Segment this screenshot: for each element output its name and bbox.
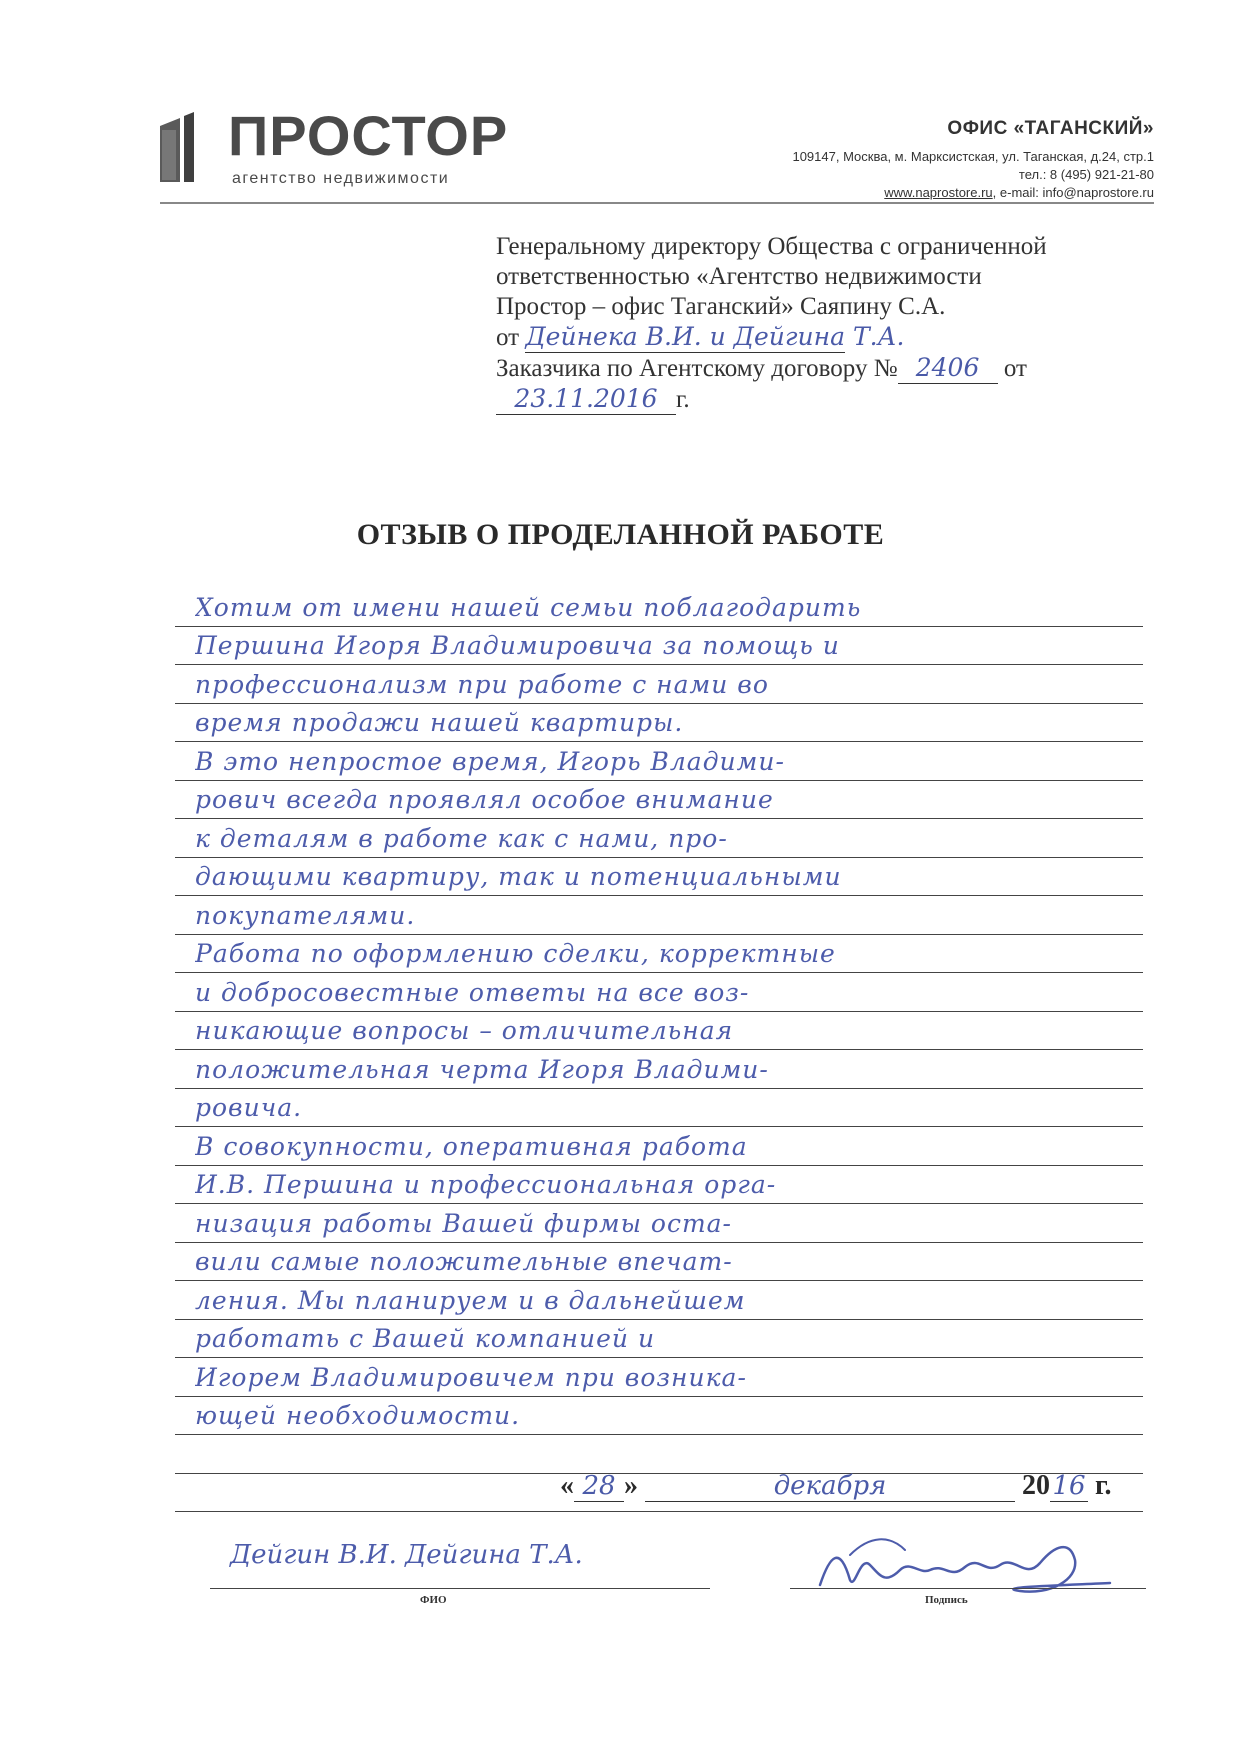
office-email: , e-mail: info@naprostore.ru [992,185,1154,200]
review-text: Хотим от имени нашей семьи поблагодарить [195,592,862,622]
review-line [175,819,1143,858]
date-row [560,1470,1112,1502]
review-text: и добросовестные ответы на все воз- [195,977,750,1007]
review-line [175,742,1143,781]
date-close-quote: » [624,1470,638,1501]
review-text: покупателями. [195,900,416,930]
review-text: время продажи нашей квартиры. [195,708,684,737]
review-area [175,588,1143,1512]
review-text: низация работы Вашей фирмы оста- [195,1208,733,1238]
review-text: ющей необходимости. [195,1401,521,1430]
logo-icon [160,112,216,182]
review-text: Работа по оформлению сделки, корректные [195,939,836,968]
date-open-quote: « [560,1470,574,1501]
fio-label: ФИО [420,1594,447,1606]
signature-label: Подпись [925,1594,968,1606]
logo-wordmark: ПРОСТОР [228,104,509,167]
page-title: ОТЗЫВ О ПРОДЕЛАННОЙ РАБОТЕ [356,518,885,551]
review-line [175,1204,1143,1243]
review-text: работать с Вашей компанией и [195,1324,656,1353]
contract-date-row [496,384,1047,415]
date-year-prefix: 20 [1022,1470,1050,1501]
signature-line [790,1588,1146,1589]
review-text: профессионализм при работе с нами во [195,669,769,699]
logo-subtitle: агентство недвижимости [232,170,450,187]
review-text: никающие вопросы – отличительная [195,1016,734,1045]
contract-label: Заказчика по Агентскому договору № [496,355,898,382]
header-divider [160,202,1154,204]
addressee-block [496,232,1047,415]
review-text: ровича. [195,1093,303,1122]
review-line [175,665,1143,704]
review-text: рович всегда проявлял особое внимание [195,785,774,814]
contract-date: 23.11.2016 [496,384,676,415]
from-label: от [496,324,520,351]
review-line [175,973,1143,1012]
office-address: 109147, Москва, м. Марксистская, ул. Таганская, д.24, стр.1 [792,149,1154,164]
fio-value: Дейгин В.И. Дейгина Т.А. [230,1540,583,1570]
addressee-line-2: ответственностью «Агентство недвижимости [496,263,982,290]
review-line [175,704,1143,743]
review-line [175,896,1143,935]
review-line [175,1243,1143,1282]
review-text: В это непростое время, Игорь Владими- [195,746,785,776]
fio-line [210,1588,710,1589]
review-text: положительная черта Игоря Владими- [195,1054,769,1084]
review-line [175,858,1143,897]
review-line [175,1435,1143,1474]
review-line [175,1166,1143,1205]
review-line [175,1397,1143,1436]
handwritten-signature [810,1525,1130,1605]
review-text: дающими квартиру, так и потенциальными [195,862,842,891]
year-suffix: г. [676,386,690,413]
contract-number: 2406 [898,353,998,384]
review-line [175,1127,1143,1166]
review-line [175,781,1143,820]
office-phone: тел.: 8 (495) 921-21-80 [1018,167,1154,182]
from-row [496,322,1047,353]
contract-from-label: от [1003,355,1027,382]
review-line [175,1281,1143,1320]
contract-row [496,353,1047,384]
review-line [175,1320,1143,1359]
review-line [175,1358,1143,1397]
addressee-line-1: Генеральному директору Общества с ограниченной [496,233,1047,260]
review-line [175,1050,1143,1089]
date-year-suffix: 16 [1050,1471,1088,1502]
date-g: г. [1095,1470,1112,1501]
review-line [175,1089,1143,1128]
review-text: Першина Игоря Владимировича за помощь и [195,631,840,660]
review-text: В совокупности, оперативная работа [195,1131,748,1161]
date-month: декабря [645,1471,1015,1502]
date-day: 28 [574,1471,624,1502]
office-contacts [792,184,1154,202]
review-text: ления. Мы планируем и в дальнейшем [195,1285,746,1315]
review-text: Игорем Владимировичем при возника- [195,1362,747,1392]
review-text: И.В. Першина и профессиональная орга- [195,1170,777,1199]
office-title: ОФИС «ТАГАНСКИЙ» [947,118,1154,139]
website-link[interactable]: www.naprostore.ru [884,185,993,200]
addressee-line-3: Простор – офис Таганский» Саяпину С.А. [496,293,946,320]
review-line [175,935,1143,974]
office-block [792,118,1154,202]
review-text: вили самые положительные впечат- [195,1247,733,1276]
review-text: к деталям в работе как с нами, про- [195,823,728,853]
review-line [175,627,1143,666]
from-value: Дейнека В.И. и Дейгина Т.А. [525,322,905,351]
review-line [175,1012,1143,1051]
review-line [175,588,1143,627]
